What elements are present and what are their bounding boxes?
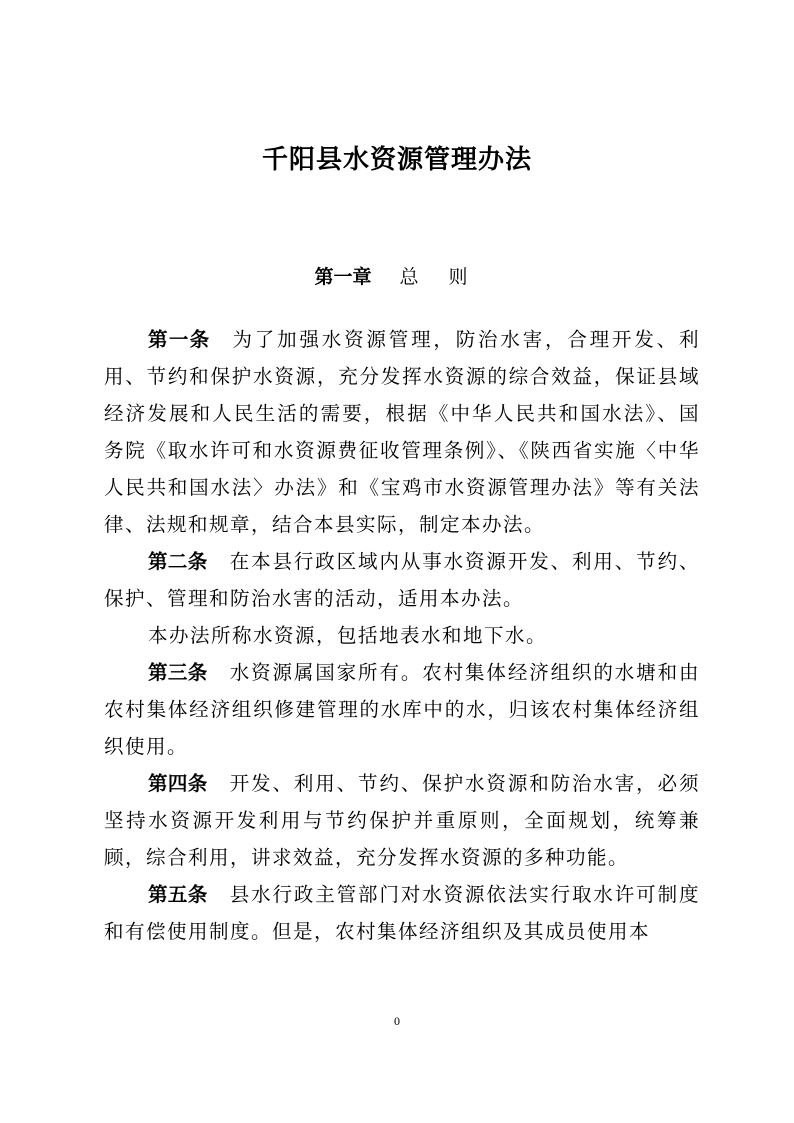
paragraph-text: 水资源属国家所有。农村集体经济组织的水塘和由农村集体经济组织修建管理的水库中的水，归该农村集体经济组织使用。 [104,661,700,758]
article-number: 第一条 [148,328,211,351]
paragraph-text: 开发、利用、节约、保护水资源和防治水害，必须坚持水资源开发利用与节约保护并重原则，全面规划，统筹兼顾，综合利用，讲求效益，充分发挥水资源的多种功能。 [104,772,700,869]
article-number: 第五条 [148,883,208,906]
paragraph-article-4 [104,765,700,876]
page-number: 0 [394,1014,400,1028]
chapter-heading [0,261,794,293]
paragraph-article-1 [104,321,700,543]
paragraph-text: 在本县行政区域内从事水资源开发、利用、节约、保护、管理和防治水害的活动，适用本办法。 [104,550,700,610]
chapter-number: 第一章 [314,266,372,288]
paragraph-water-resources-definition [104,617,700,654]
document-body [104,321,700,950]
article-number: 第二条 [148,550,208,573]
chapter-name: 总 则 [399,266,480,288]
article-number: 第四条 [148,772,208,795]
paragraph-text: 县水行政主管部门对水资源依法实行取水许可制度和有偿使用制度。但是，农村集体经济组织及其成员使用本 [104,883,700,943]
paragraph-text: 本办法所称水资源，包括地表水和地下水。 [148,624,548,647]
paragraph-article-2 [104,543,700,617]
article-number: 第三条 [148,661,208,684]
document-title: 千阳县水资源管理办法 [261,145,532,175]
paragraph-article-3 [104,654,700,765]
paragraph-text: 为了加强水资源管理，防治水害，合理开发、利用、节约和保护水资源，充分发挥水资源的综合效益，保证县域经济发展和人民生活的需要，根据《中华人民共和国水法》、国务院《取水许可和水资源费征收管理条例》、《陕西省实施〈中华人民共和国水法〉办法》和《宝鸡市水资源管理办法》等有关法律、法规和规章，结合本县实际，制定本办法。 [104,328,700,536]
paragraph-article-5 [104,876,700,950]
